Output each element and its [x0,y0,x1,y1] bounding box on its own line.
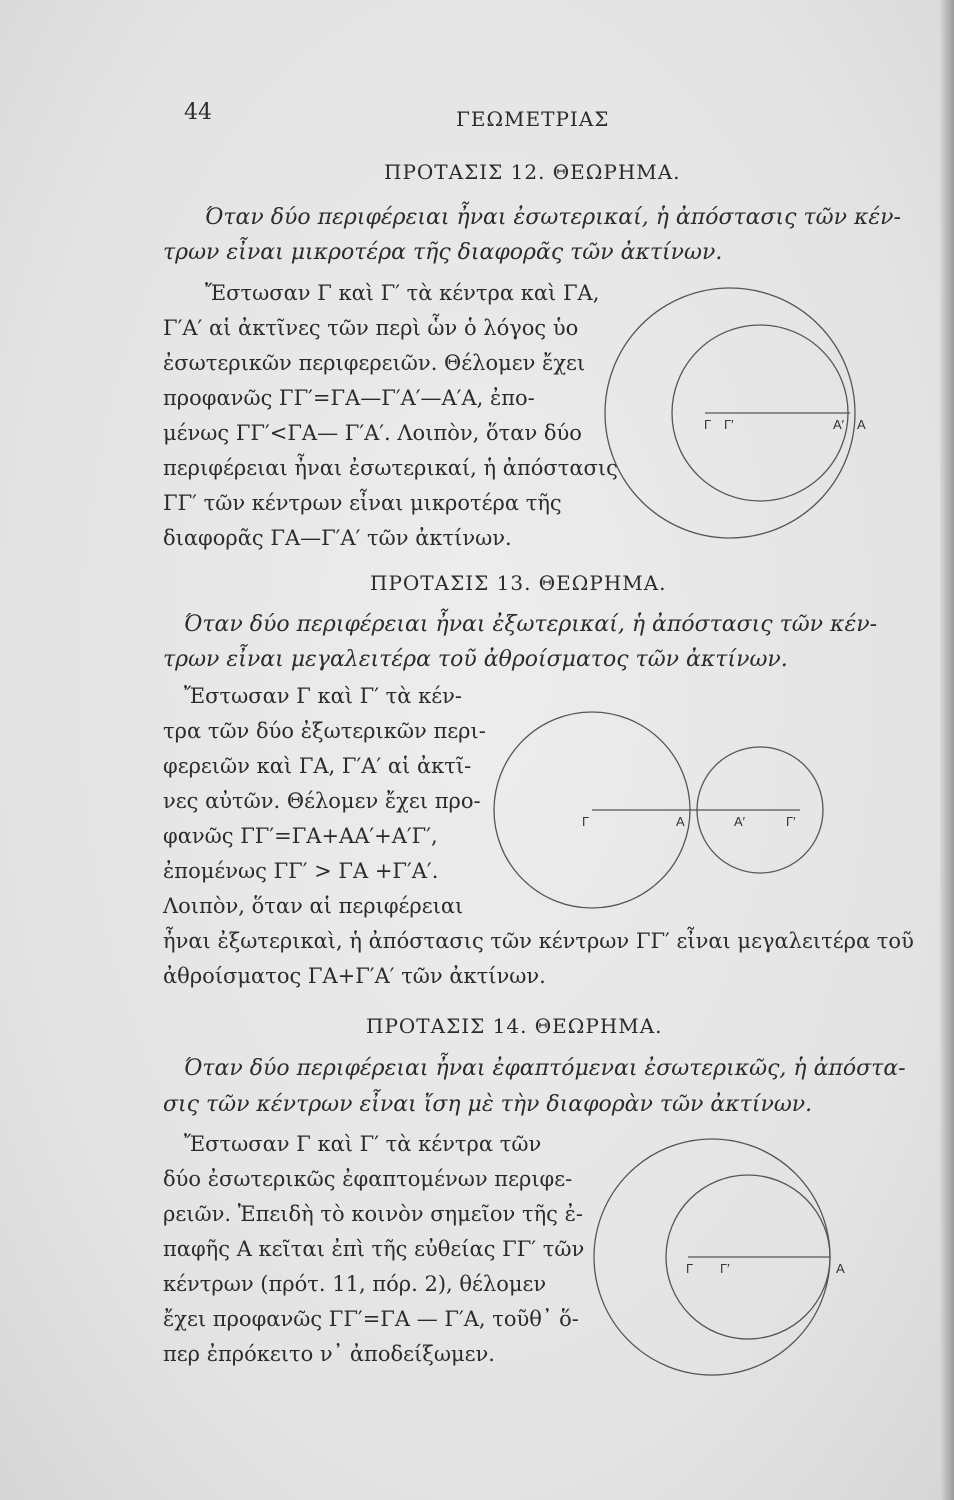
prop12-proof-line-4: προφανῶς ΓΓ′=ΓΑ—Γ′Α′—Α′Α, ἐπο- [163,386,535,410]
prop13-proof-line-3: φερειῶν καὶ ΓΑ, Γ′Α′ αἱ ἀκτῖ- [163,754,472,778]
prop13-proof-line-6: ἐπομένως ΓΓ′ > ΓΑ +Γ′Α′. [163,859,439,883]
prop13-proof-line-7: Λοιπὸν, ὅταν αἱ περιφέρειαι [163,894,464,918]
prop14-proof-line-7: περ ἐπρόκειτο ν᾽ ἀποδείξωμεν. [163,1342,495,1366]
prop14-statement-line-2: σις τῶν κέντρων εἶναι ἴση μὲ τὴν διαφορὰν τῶν ἀκτίνων. [163,1092,813,1117]
prop12-proof-line-1: Ἔστωσαν Γ καὶ Γ′ τὰ κέντρα καὶ ΓΑ, [205,281,600,305]
prop12-label-g: Γ [704,417,712,432]
prop14-proof-line-5: κέντρων (πρότ. 11, πόρ. 2), θέλομεν [163,1272,547,1296]
prop12-heading: ΠΡΟΤΑΣΙΣ 12. ΘΕΩΡΗΜΑ. [384,160,681,184]
prop14-label-a: Α [836,1261,845,1276]
prop13-proof-line-9: ἀθροίσματος ΓΑ+Γ′Α′ τῶν ἀκτίνων. [163,964,546,988]
prop13-label-a: Α [676,814,685,829]
prop12-proof-line-3: ἐσωτερικῶν περιφερειῶν. Θέλομεν ἔχει [163,351,586,375]
prop14-label-g: Γ [686,1261,694,1276]
prop13-label-g-prime: Γ′ [786,814,796,829]
prop13-statement-line-2: τρων εἶναι μεγαλειτέρα τοῦ ἀθροίσματος τῶν ἀκτίνων. [163,647,788,672]
prop12-proof-line-8: διαφορᾶς ΓΑ—Γ′Α′ τῶν ἀκτίνων. [163,526,512,550]
prop13-proof-line-8: ἦναι ἐξωτερικαὶ, ἡ ἀπόστασις τῶν κέντρων ΓΓ′ εἶναι μεγαλειτέρα τοῦ [163,929,914,953]
prop12-proof-line-6: περιφέρειαι ἦναι ἐσωτερικαί, ἡ ἀπόστασις [163,456,618,480]
prop12-label-g-prime: Γ′ [724,417,734,432]
prop14-proof-line-4: παφῆς Α κεῖται ἐπὶ τῆς εὐθείας ΓΓ′ τῶν [163,1237,585,1261]
prop13-figure [490,700,870,920]
prop12-proof-line-5: μένως ΓΓ′<ΓΑ— Γ′Α′. Λοιπὸν, ὅταν δύο [163,421,582,445]
prop13-proof-line-5: φανῶς ΓΓ′=ΓΑ+ΑΑ′+Α′Γ′, [163,824,438,848]
prop12-proof-line-7: ΓΓ′ τῶν κέντρων εἶναι μικροτέρα τῆς [163,491,562,515]
page-edge [940,0,954,1500]
prop12-figure [600,282,880,544]
prop14-proof-line-2: δύο ἐσωτερικῶς ἐφαπτομένων περιφε- [163,1167,573,1191]
prop12-label-a: Α [857,417,866,432]
prop14-proof-line-6: ἔχει προφανῶς ΓΓ′=ΓΑ — Γ′Α, τοῦθ᾽ ὅ- [163,1307,579,1331]
prop13-proof-line-1: Ἔστωσαν Γ καὶ Γ′ τὰ κέν- [184,684,463,708]
prop14-heading: ΠΡΟΤΑΣΙΣ 14. ΘΕΩΡΗΜΑ. [366,1014,663,1038]
prop12-proof-line-2: Γ′Α′ αἱ ἀκτῖνες τῶν περὶ ὧν ὁ λόγος ὑο [163,316,579,340]
prop13-statement-line-1: Όταν δύο περιφέρειαι ἦναι ἐξωτερικαί, ἡ ἀπόστασις τῶν κέν- [184,612,878,637]
prop13-proof-line-2: τρα τῶν δύο ἐξωτερικῶν περι- [163,719,486,743]
prop12-statement-line-1: Όταν δύο περιφέρειαι ἦναι ἐσωτερικαί, ἡ ἀπόστασις τῶν κέν- [205,205,901,230]
page-number: 44 [184,100,212,125]
prop13-label-a-prime: Α′ [734,814,746,829]
prop13-proof-line-4: νες αὐτῶν. Θέλομεν ἔχει προ- [163,789,481,813]
prop14-label-g-prime: Γ′ [720,1261,730,1276]
prop13-label-g: Γ [582,814,590,829]
prop12-statement-line-2: τρων εἶναι μικροτέρα τῆς διαφορᾶς τῶν ἀκτίνων. [163,240,723,265]
prop12-label-a-prime: Α′ [833,417,845,432]
prop14-proof-line-1: Ἔστωσαν Γ καὶ Γ′ τὰ κέντρα τῶν [184,1132,542,1156]
running-head: ΓΕΩΜΕΤΡΙΑΣ [456,107,610,131]
prop14-figure [570,1130,870,1380]
prop14-proof-line-3: ρειῶν. Ἐπειδὴ τὸ κοινὸν σημεῖον τῆς ἐ- [163,1202,583,1226]
prop14-statement-line-1: Όταν δύο περιφέρειαι ἦναι ἐφαπτόμεναι ἐσωτερικῶς, ἡ ἀπόστα- [184,1056,906,1081]
prop13-heading: ΠΡΟΤΑΣΙΣ 13. ΘΕΩΡΗΜΑ. [370,571,667,595]
